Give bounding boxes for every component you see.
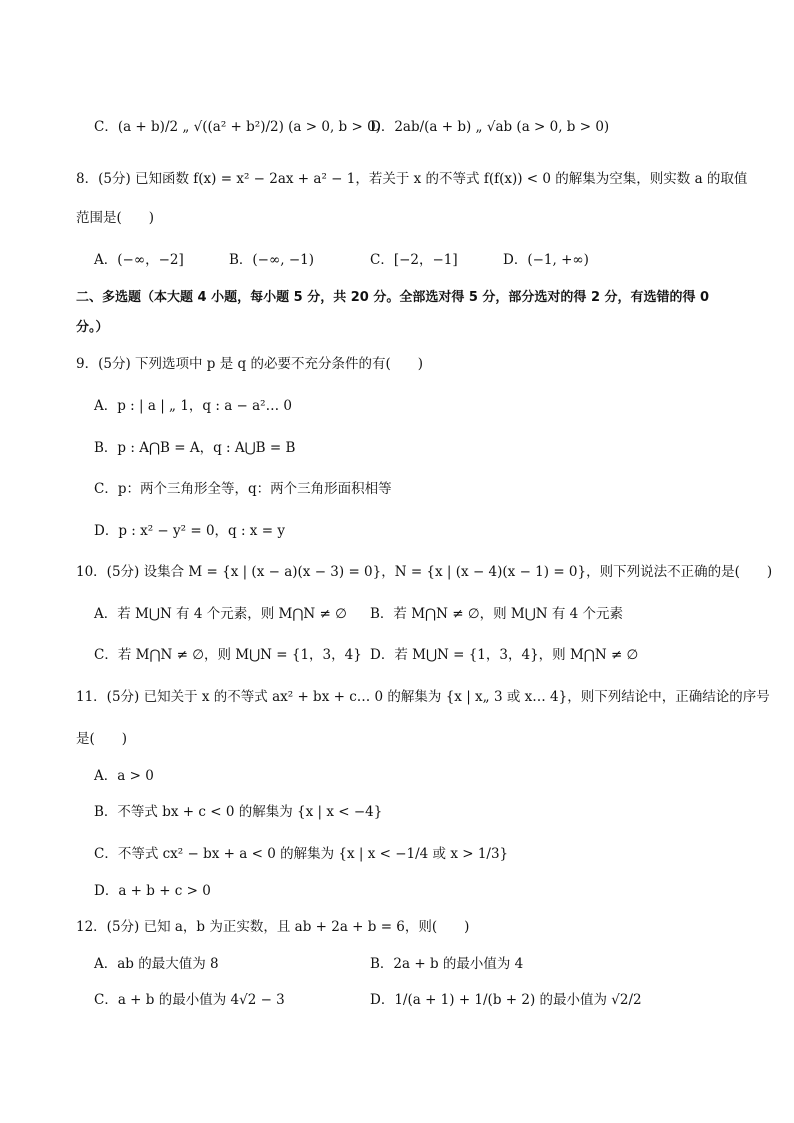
q10-option-a: A．若 M⋃N 有 4 个元素，则 M⋂N ≠ ∅ [94,606,347,622]
q11-stem-line1: 11．(5分) 已知关于 x 的不等式 ax² + bx + c… 0 的解集为 {x | x„ 3 或 x… 4}，则下列结论中，正确结论的序号 [76,689,770,705]
q10-option-d: D．若 M⋃N = {1，3，4}，则 M⋂N ≠ ∅ [370,647,639,663]
q9-option-c: C．p：两个三角形全等，q：两个三角形面积相等 [94,481,392,497]
section2-title-line2: 分。） [76,320,109,335]
q12-option-a: A．ab 的最大值为 8 [94,956,219,972]
q9-option-d: D．p : x² − y² = 0，q : x = y [94,523,285,539]
q12-option-b: B．2a + b 的最小值为 4 [370,956,524,972]
q8-option-c: C．[−2，−1] [370,252,458,268]
q7-option-d: D．2ab/(a + b) „ √ab (a > 0, b > 0) [370,119,610,135]
section2-title-line1: 二、多选题（本大题 4 小题，每小题 5 分，共 20 分。全部选对得 5 分，部分选对的得 2 分，有选错的得 0 [76,290,710,305]
q8-option-d: D．(−1, +∞) [503,252,589,268]
q9-stem: 9．(5分) 下列选项中 p 是 q 的必要不充分条件的有( ) [76,356,423,372]
q8-option-b: B．(−∞, −1) [229,252,314,268]
q11-option-a: A．a > 0 [94,768,154,784]
q12-stem: 12．(5分) 已知 a，b 为正实数，且 ab + 2a + b = 6，则( ) [76,919,470,935]
q11-option-d: D．a + b + c > 0 [94,883,211,899]
q7-option-c: C．(a + b)/2 „ √((a² + b²)/2) (a > 0, b > 0) [94,119,381,135]
q8-option-a: A．(−∞，−2] [94,252,184,268]
q9-option-b: B．p : A⋂B = A，q : A⋃B = B [94,440,296,456]
q10-stem: 10．(5分) 设集合 M = {x | (x − a)(x − 3) = 0}，N = {x | (x − 4)(x − 1) = 0}，则下列说法不正确的是( ) [76,564,773,580]
q10-option-c: C．若 M⋂N ≠ ∅，则 M⋃N = {1，3，4} [94,647,362,663]
q10-option-b: B．若 M⋂N ≠ ∅，则 M⋃N 有 4 个元素 [370,606,624,622]
q8-stem-line1: 8．(5分) 已知函数 f(x) = x² − 2ax + a² − 1，若关于 x 的不等式 f(f(x)) < 0 的解集为空集，则实数 a 的取值 [76,171,748,187]
q11-option-b: B．不等式 bx + c < 0 的解集为 {x | x < −4} [94,804,383,820]
q12-option-c: C．a + b 的最小值为 4√2 − 3 [94,992,285,1008]
q8-stem-line2: 范围是( ) [76,210,155,226]
q12-option-d: D．1/(a + 1) + 1/(b + 2) 的最小值为 √2/2 [370,992,642,1008]
q11-option-c: C．不等式 cx² − bx + a < 0 的解集为 {x | x < −1/4 或 x > 1/3} [94,846,509,862]
q9-option-a: A．p : | a | „ 1，q : a − a²… 0 [94,398,292,414]
q11-stem-line2: 是( ) [76,731,128,747]
